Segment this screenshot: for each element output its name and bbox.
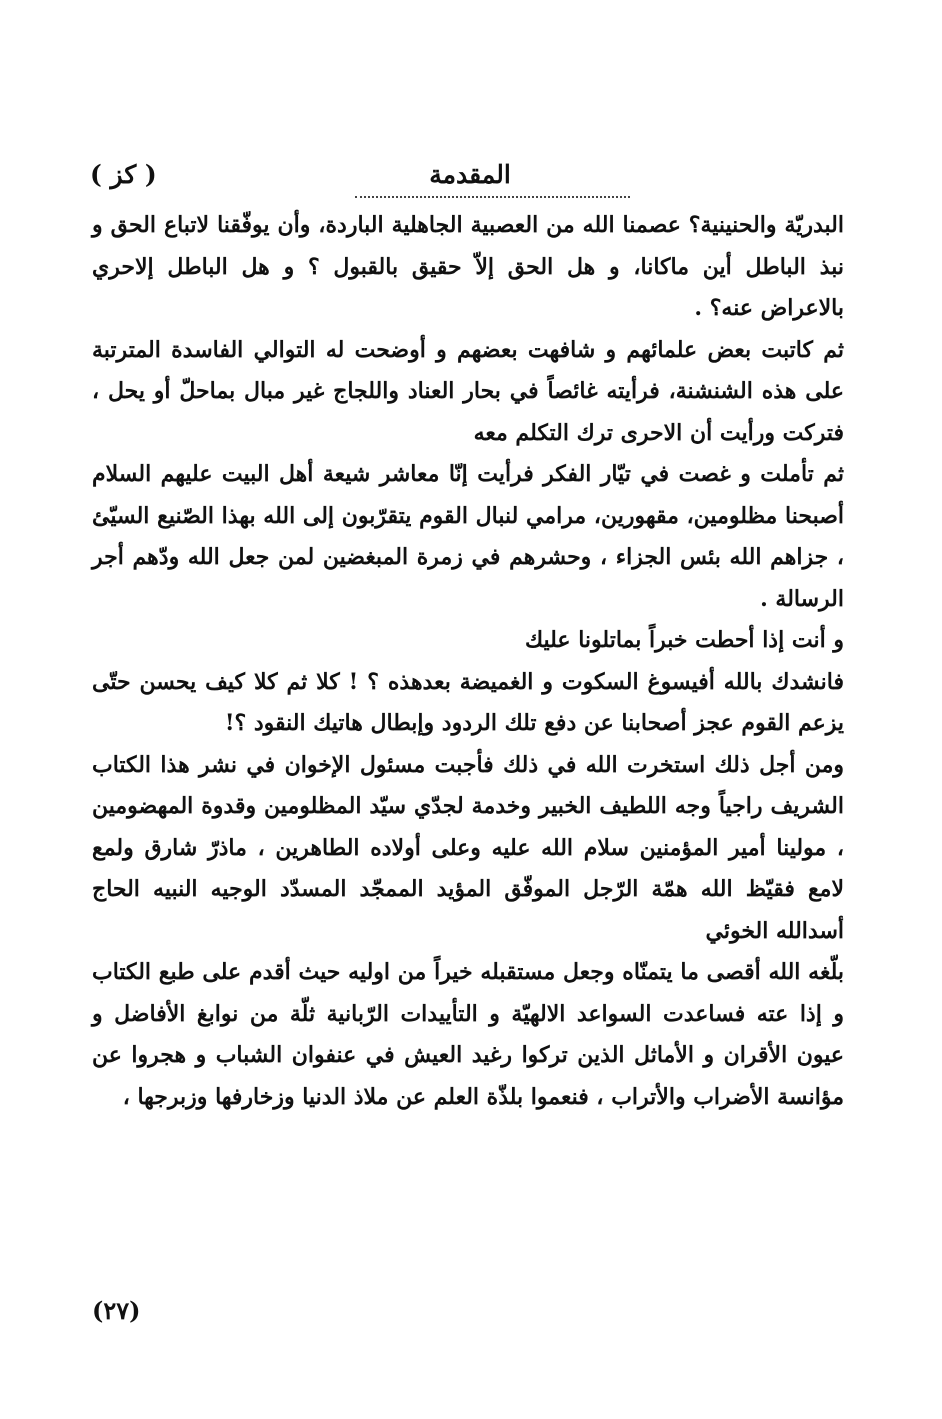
header-page-ref: ( كز ) bbox=[90, 160, 157, 189]
paragraph-1: البدريّة والحنينية؟ عصمنا الله من العصبية الجاهلية الباردة، وأن يوفّقنا لاتباع الحق و نبذ الباطل أين ماكانا، و هل الحق إلاّ حقيق بالقبول ؟ و هل الباطل إلاحري بالاعراض عنه؟ . bbox=[92, 212, 844, 321]
paragraph-7: بلّغه الله أقصى ما يتمنّاه وجعل مستقبله خيراً من اوليه حيث أقدم على طبع الكتاب و إذا عته فساعدت السواعد الالهيّة و التأييدات الرّبانية ثلّة من نوابغ الأفاضل و عيون الأقران و الأماثل الذين تركوا رغيد العيش في عنفوان الشباب و هجروا عن مؤانسة الأضراب والأتراب ، فنعموا بلذّة العلم عن ملاذ الدنيا وزخارفها وزبرجها ، bbox=[92, 959, 844, 1110]
header-dotted-rule bbox=[355, 196, 630, 198]
paragraph-3: ثم تأملت و غصت في تيّار الفكر فرأيت إنّا معاشر شيعة أهل البيت عليهم السلام أصبحنا مظلومين، مقهورين، مرامي لنبال القوم يتقرّبون إلى الله بهذا الصّنيع السيّئ ، جزاهم الله بئس الجزاء ، وحشرهم في زمرة المبغضين لمن جعل الله ودّهم أجر الرسالة . bbox=[92, 461, 844, 612]
paragraph-5: فانشدك بالله أفيسوغ السكوت و الغميضة بعدهذه ؟ ! كلا ثم كلا كيف يحسن حتّى يزعم القوم عجز أصحابنا عن دفع تلك الردود وإبطال هاتيك النقود ؟! bbox=[92, 668, 844, 736]
paragraph-2: ثم كاتبت بعض علمائهم و شافهت بعضهم و أوضحت له التوالي الفاسدة المترتبة على هذه الشنشنة، فرأيته غائصاً في بحار العناد واللجاج غير مبال بماحلّ أو يحل ، فتركت ورأيت أن الاحرى ترك التكلم معه bbox=[92, 336, 844, 446]
header-title: المقدمة bbox=[429, 160, 511, 189]
page-number: (٢٧) bbox=[92, 1296, 141, 1325]
paragraph-6: ومن أجل ذلك استخرت الله في ذلك فأجبت مسئول الإخوان في نشر هذا الكتاب الشريف راجياً وجه اللطيف الخبير وخدمة لجدّي سيّد المظلومين وقدوة المهضومين ، مولينا أمير المؤمنين سلام الله عليه وعلى أولاده الطاهرين ، ماذرّ شارق ولمع لامع فقيّظ الله همّة الرّجل الموفّق المؤيد الممجّد المسدّد الوجيه النبيه الحاج أسدالله الخوئي bbox=[92, 751, 844, 944]
paragraph-4: و أنت إذا أحطت خبراً بماتلونا عليك bbox=[524, 627, 844, 653]
page-header bbox=[90, 160, 850, 200]
body-text bbox=[92, 205, 844, 1118]
